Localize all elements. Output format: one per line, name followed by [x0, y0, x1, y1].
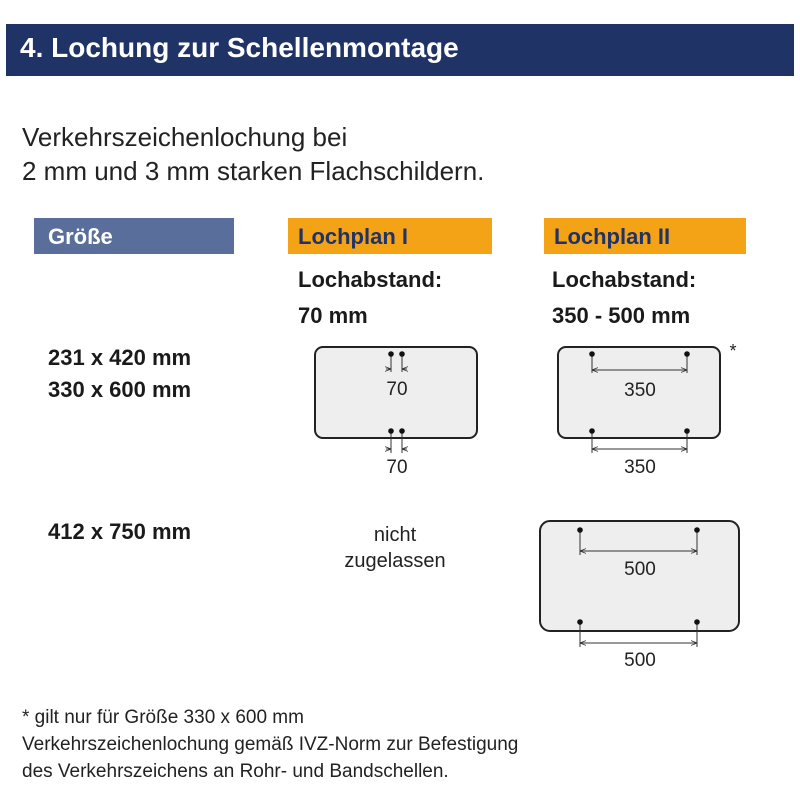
lochplan-2-sign-large: [540, 521, 739, 671]
footnote-line-2: Verkehrszeichenlochung gemäß IVZ-Norm zur Befestigung: [22, 734, 519, 755]
hole-dot: [694, 527, 700, 533]
row-1-size-a: 231 x 420 mm: [48, 345, 192, 370]
dimension-label-top: 70: [386, 379, 408, 400]
dimension-label-top: 500: [624, 559, 656, 580]
lochplan-2-spacing-value: 350 - 500 mm: [552, 303, 691, 328]
intro-line-2: 2 mm und 3 mm starken Flachschildern.: [22, 156, 485, 186]
hole-dot: [577, 527, 583, 533]
hole-dot: [589, 428, 595, 434]
hole-dot: [399, 351, 405, 357]
lochplan-1-spacing-value: 70 mm: [298, 303, 368, 328]
dimension-label-bottom: 500: [624, 650, 656, 671]
footnote-line-1: * gilt nur für Größe 330 x 600 mm: [22, 707, 304, 728]
lochplan-2-spacing-label: Lochabstand:: [552, 267, 697, 292]
hole-dot: [388, 351, 394, 357]
dimension-label-top: 350: [624, 380, 656, 401]
dimension-label-bottom: 70: [386, 457, 408, 478]
hole-dot: [399, 428, 405, 434]
lochplan-1-spacing-label: Lochabstand:: [298, 267, 443, 292]
lochplan-2-header: Lochplan II: [544, 218, 746, 254]
lochplan-1-sign-small: [315, 347, 477, 478]
not-allowed-line-1: nicht: [373, 524, 417, 546]
dimension-label-bottom: 350: [624, 457, 656, 478]
lochplan-2-sign-small: [558, 341, 737, 478]
intro-line-1: Verkehrszeichenlochung bei: [22, 122, 348, 152]
hole-dot: [589, 351, 595, 357]
hole-dot: [388, 428, 394, 434]
not-allowed-line-2: zugelassen: [344, 550, 446, 572]
hole-dot: [577, 619, 583, 625]
hole-dot: [684, 428, 690, 434]
hole-dot: [694, 619, 700, 625]
row-2-size-value: 412 x 750 mm: [48, 519, 192, 544]
size-header: Größe: [34, 218, 234, 254]
hole-dot: [684, 351, 690, 357]
row-1-size-b: 330 x 600 mm: [48, 377, 192, 402]
footnote-line-3: des Verkehrszeichens an Rohr- und Bandschellen.: [22, 761, 449, 782]
lochplan-1-header: Lochplan I: [288, 218, 492, 254]
asterisk-mark: *: [729, 341, 737, 361]
page-title: 4. Lochung zur Schellenmontage: [20, 32, 459, 63]
footnote: [22, 704, 518, 785]
